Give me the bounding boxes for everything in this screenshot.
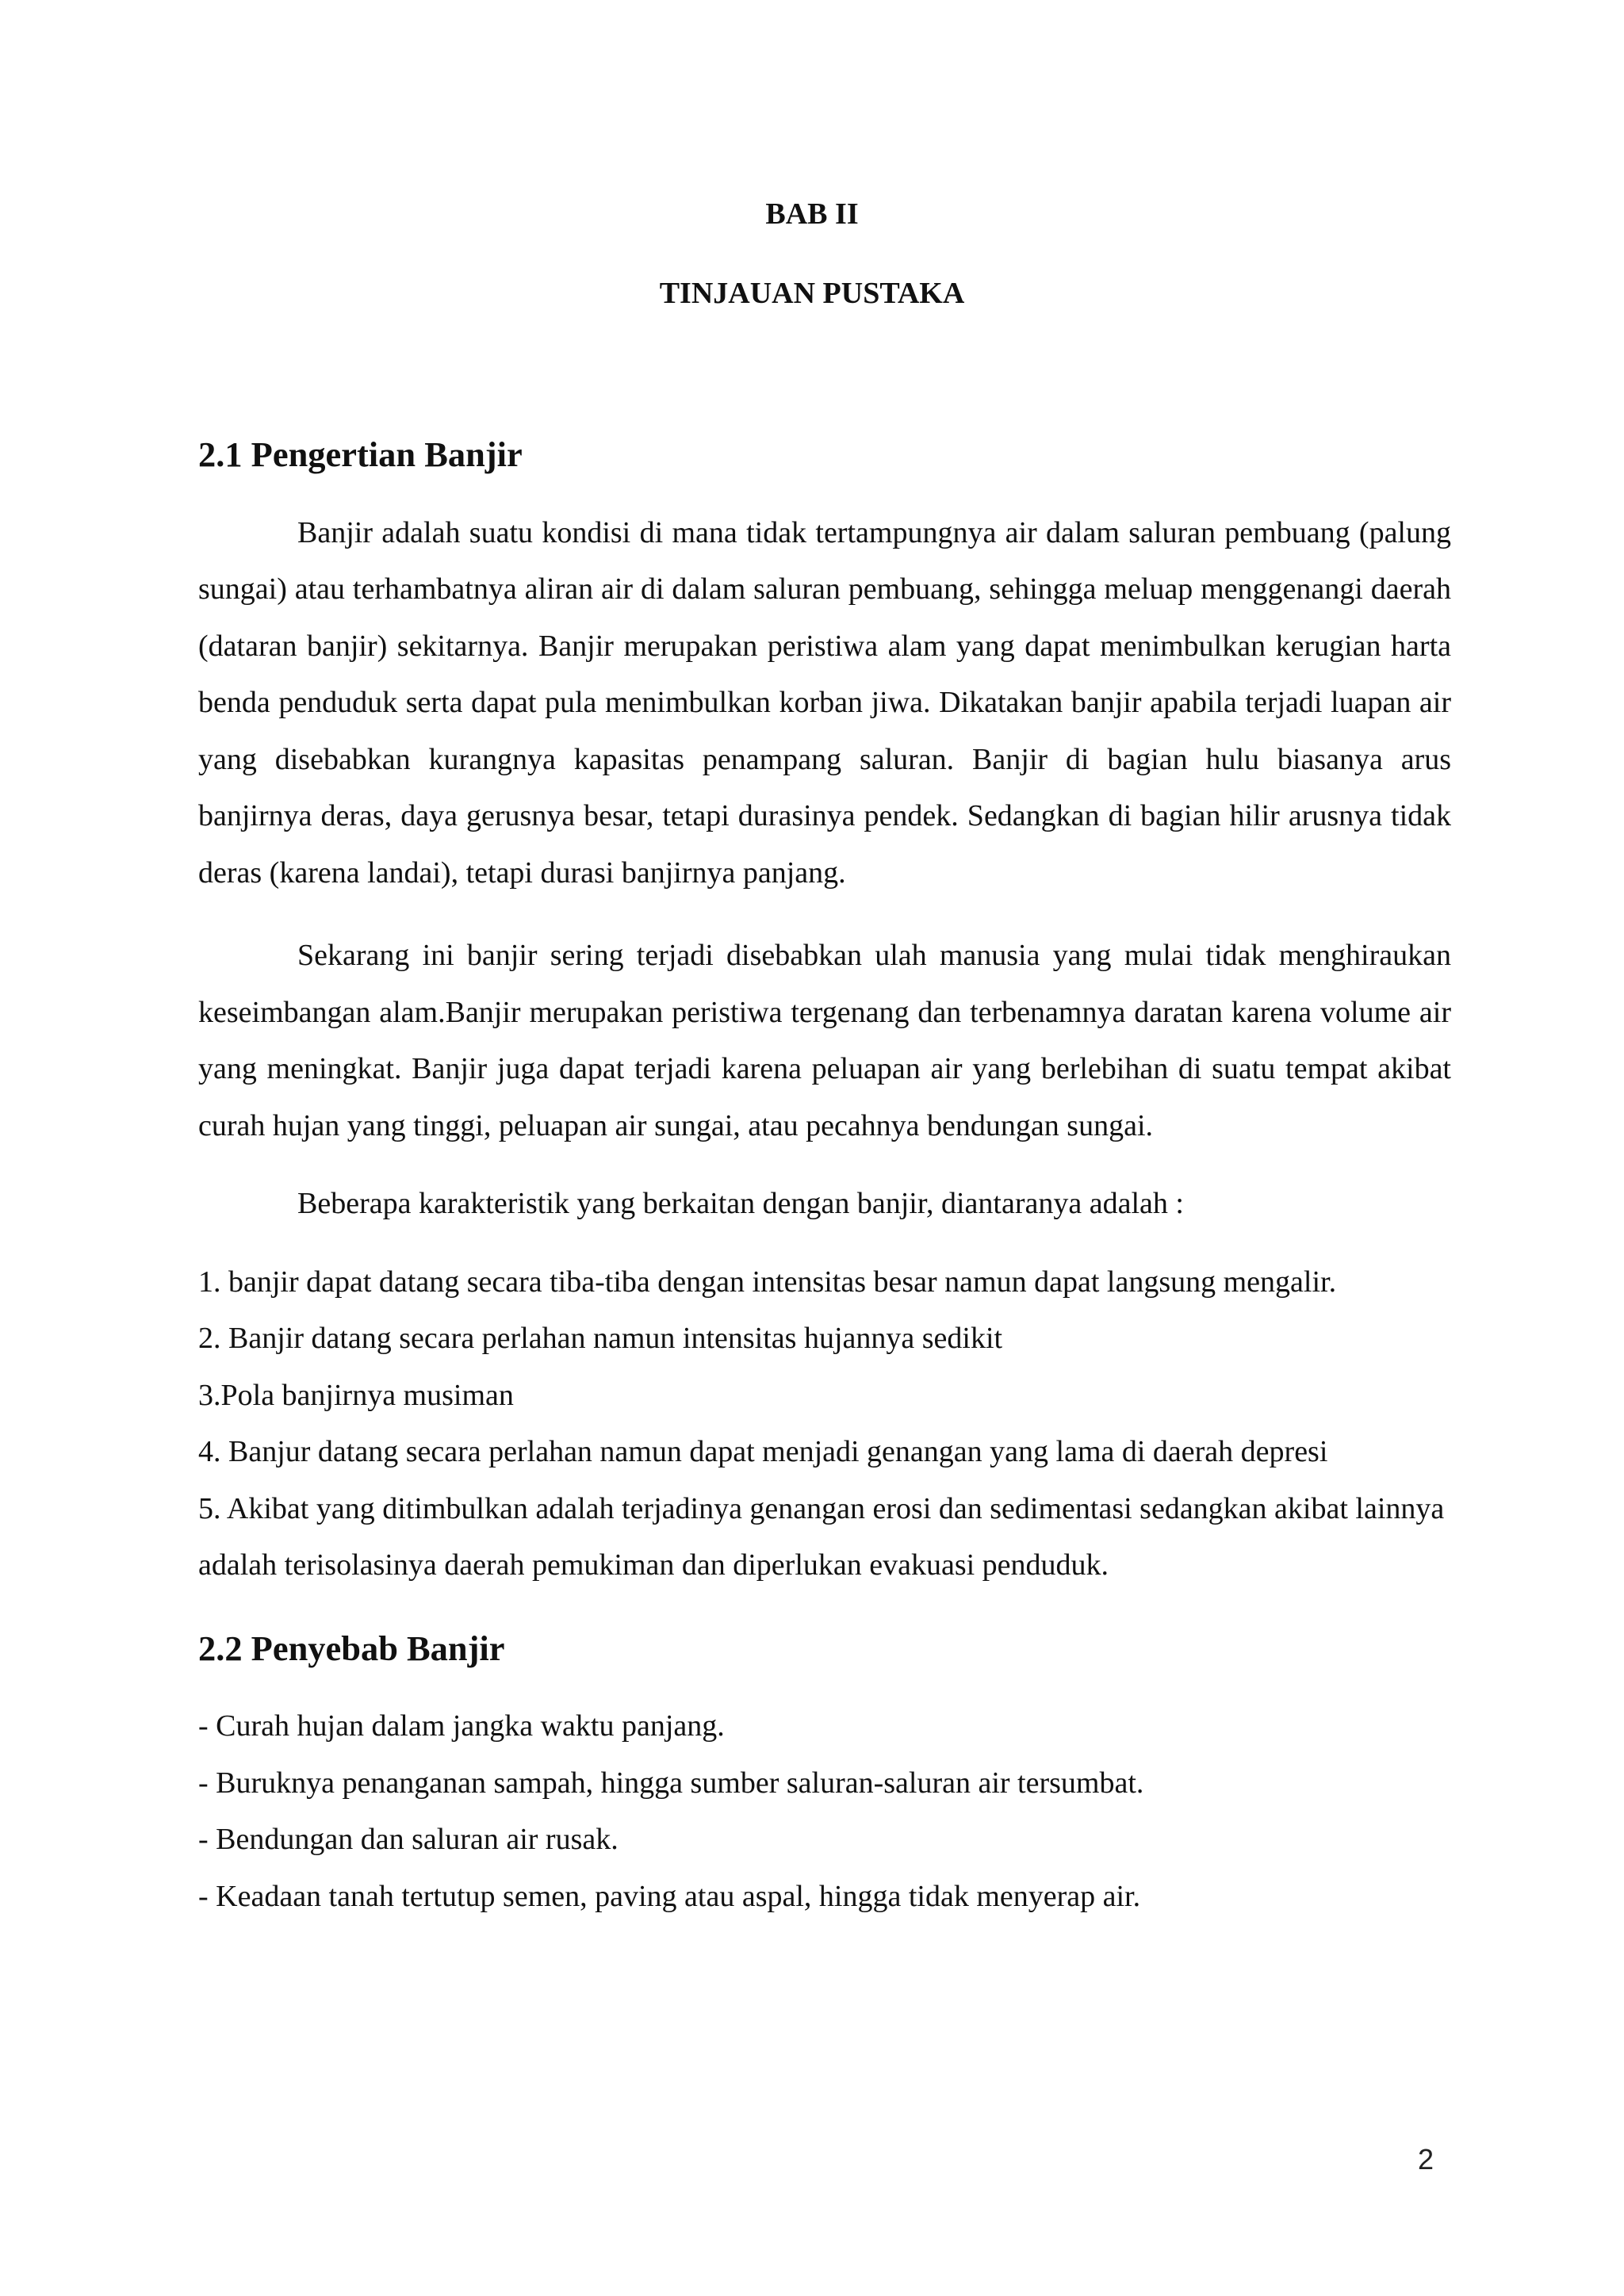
list-item: - Bendungan dan saluran air rusak. (198, 1823, 619, 1856)
chapter-label: BAB II (765, 197, 859, 231)
paragraph-characteristics-intro: Beberapa karakteristik yang berkaitan dengan banjir, diantaranya adalah : (297, 1187, 1184, 1220)
chapter-title: TINJAUAN PUSTAKA (659, 277, 965, 310)
page-body (198, 427, 1451, 1925)
list-item: 1. banjir dapat datang secara tiba-tiba dengan intensitas besar namun dapat langsung mengalir. (198, 1265, 1337, 1299)
list-item: - Keadaan tanah tertutup semen, paving atau aspal, hingga tidak menyerap air. (198, 1879, 1141, 1913)
section-heading-penyebab: 2.2 Penyebab Banjir (198, 1628, 505, 1668)
list-item: 3.Pola banjirnya musiman (198, 1378, 514, 1412)
list-item: - Curah hujan dalam jangka waktu panjang. (198, 1709, 725, 1743)
list-item: - Buruknya penanganan sampah, hingga sumber saluran-saluran air tersumbat. (198, 1766, 1144, 1800)
list-item: 2. Banjir datang secara perlahan namun intensitas hujannya sedikit (198, 1322, 1003, 1355)
characteristics-list (198, 1254, 1451, 1594)
causes-list (198, 1698, 1451, 1925)
list-item: 4. Banjur datang secara perlahan namun dapat menjadi genangan yang lama di daerah depresi (198, 1435, 1328, 1468)
paragraph-definition: Banjir adalah suatu kondisi di mana tidak tertampungnya air dalam saluran pembuang (palung sungai) atau terhambatnya aliran air di dalam saluran pembuang, sehingga meluap menggenangi daerah (dataran banjir) sekitarnya. Banjir merupakan peristiwa alam yang dapat menimbulkan kerugian harta benda penduduk serta dapat pula menimbulkan korban jiwa. Dikatakan banjir apabila terjadi luapan air yang disebabkan kurangnya kapasitas penampang saluran. Banjir di bagian hulu biasanya arus banjirnya deras, daya gerusnya besar, tetapi durasinya pendek. Sedangkan di bagian hilir arusnya tidak deras (karena landai), tetapi durasi banjirnya panjang. (198, 515, 1451, 890)
page-number: 2 (1417, 2143, 1434, 2175)
section-heading-pengertian: 2.1 Pengertian Banjir (198, 434, 523, 474)
paragraph-causes-overview: Sekarang ini banjir sering terjadi disebabkan ulah manusia yang mulai tidak menghiraukan keseimbangan alam.Banjir merupakan peristiwa tergenang dan terbenamnya daratan karena volume air yang meningkat. Banjir juga dapat terjadi karena peluapan air yang berlebihan di suatu tempat akibat curah hujan yang tinggi, peluapan air sungai, atau pecahnya bendungan sungai. (198, 939, 1451, 1142)
list-item: 5. Akibat yang ditimbulkan adalah terjadinya genangan erosi dan sedimentasi sedangkan akibat lainnya adalah terisolasinya daerah pemukiman dan diperlukan evakuasi penduduk. (198, 1491, 1445, 1582)
